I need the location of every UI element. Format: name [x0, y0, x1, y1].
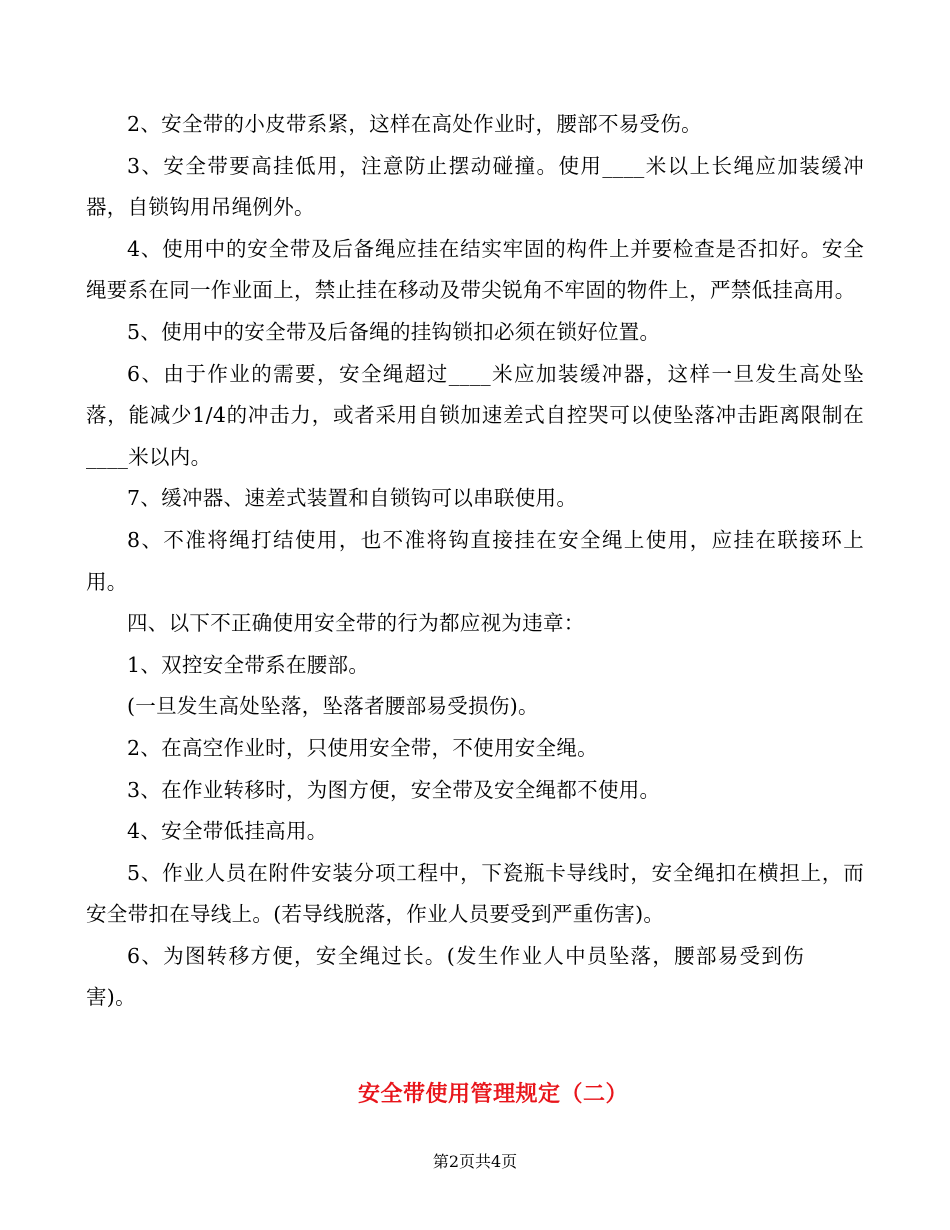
violation-item-4: 4、安全带低挂高用。 — [127, 819, 328, 844]
paragraph-item-4-backup-rope: 4、使用中的安全带及后备绳应挂在结实牢固的构件上并要检查是否扣好。安全绳要系在同一作业面上，禁止挂在移动及带尖锐角不牢固的物件上，严禁低挂高用。 — [86, 236, 864, 303]
paragraph-item-8-no-knot: 8、不准将绳打结使用，也不准将钩直接挂在安全绳上使用，应挂在联接环上用。 — [86, 527, 864, 594]
paragraph-item-3-high-hang: 3、安全带要高挂低用，注意防止摆动碰撞。使用____米以上长绳应加装缓冲器，自锁钩用吊绳例外。 — [86, 153, 864, 220]
document-body — [86, 104, 864, 1019]
violation-item-6: 6、为图转移方便，安全绳过长。(发生作业人中员坠落，腰部易受到伤害)。 — [86, 943, 804, 1010]
violation-item-1: 1、双控安全带系在腰部。 — [127, 652, 370, 677]
section-heading-violations: 四、以下不正确使用安全带的行为都应视为违章： — [127, 611, 585, 636]
violation-item-3: 3、在作业转移时，为图方便，安全带及安全绳都不使用。 — [127, 777, 661, 802]
violation-item-2: 2、在高空作业时，只使用安全带，不使用安全绳。 — [127, 735, 598, 760]
page-number-footer: 第2页共4页 — [432, 1152, 518, 1171]
violation-item-1-note: (一旦发生高处坠落，坠落者腰部易受损伤)。 — [127, 694, 539, 719]
paragraph-item-2-belt: 2、安全带的小皮带系紧，这样在高处作业时，腰部不易受伤。 — [127, 112, 702, 136]
paragraph-item-7-series-use: 7、缓冲器、速差式装置和自锁钩可以串联使用。 — [127, 486, 578, 511]
violation-item-5: 5、作业人员在附件安装分项工程中，下瓷瓶卡导线时，安全绳扣在横担上，而安全带扣在导线上。(若导线脱落，作业人员要受到严重伤害)。 — [86, 860, 864, 927]
paragraph-item-6-buffer: 6、由于作业的需要，安全绳超过____米应加装缓冲器，这样一旦发生高处坠落，能减少1/4的冲击力，或者采用自锁加速差式自控哭可以使坠落冲击距离限制在____米以内。 — [86, 361, 864, 469]
paragraph-item-5-hook-lock: 5、使用中的安全带及后备绳的挂钩锁扣必须在锁好位置。 — [127, 319, 661, 344]
section-title: 安全带使用管理规定（二） — [357, 1081, 628, 1107]
